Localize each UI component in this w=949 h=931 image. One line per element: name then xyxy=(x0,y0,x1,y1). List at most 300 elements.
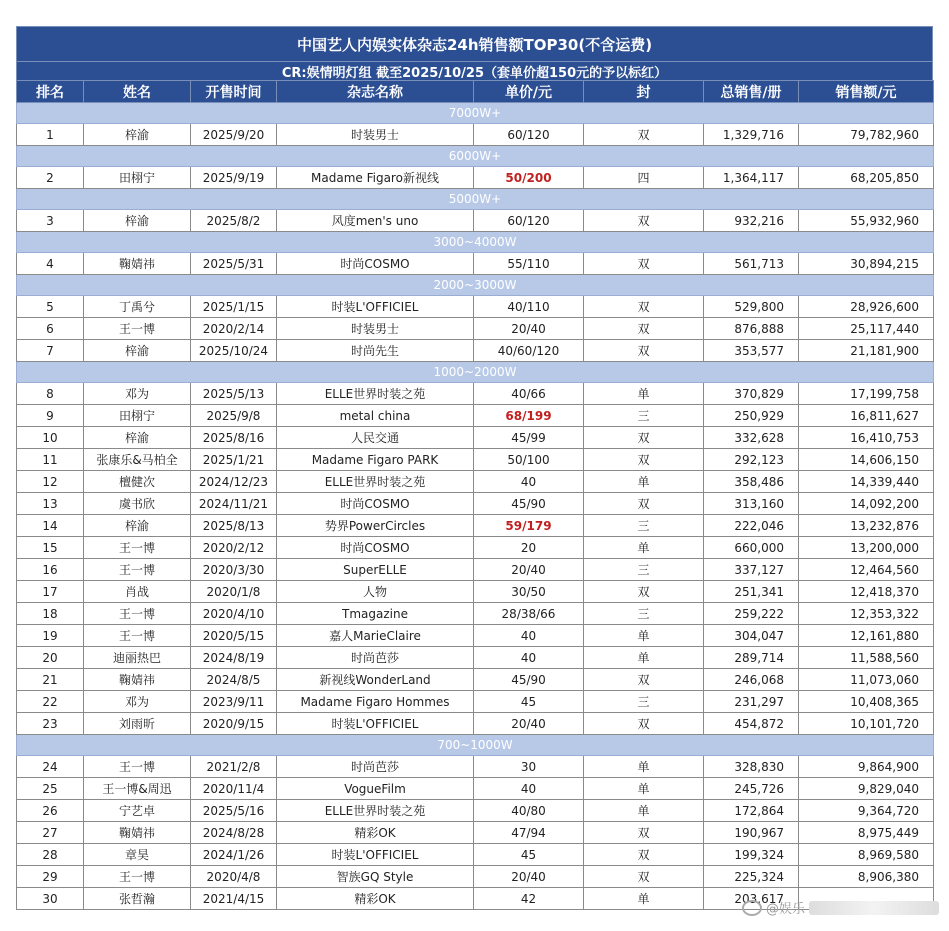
cell-date: 2025/8/13 xyxy=(191,515,277,537)
cell-rank: 4 xyxy=(17,253,84,275)
table-row xyxy=(17,866,934,888)
cell-magazine: ELLE世界时装之苑 xyxy=(277,800,474,822)
cell-revenue: 14,092,200 xyxy=(799,493,934,515)
cell-date: 2025/8/16 xyxy=(191,427,277,449)
cell-rank: 11 xyxy=(17,449,84,471)
cell-date: 2020/11/4 xyxy=(191,778,277,800)
cell-rank: 27 xyxy=(17,822,84,844)
cell-date: 2025/1/21 xyxy=(191,449,277,471)
sales-table xyxy=(16,80,934,910)
cell-copies: 932,216 xyxy=(704,210,799,232)
cell-date: 2024/11/21 xyxy=(191,493,277,515)
cell-rank: 29 xyxy=(17,866,84,888)
cell-rank: 1 xyxy=(17,124,84,146)
cell-revenue: 16,811,627 xyxy=(799,405,934,427)
table-row xyxy=(17,340,934,362)
table-row xyxy=(17,493,934,515)
cell-copies: 304,047 xyxy=(704,625,799,647)
cell-rank: 21 xyxy=(17,669,84,691)
cell-magazine: 时装男士 xyxy=(277,318,474,340)
table-row xyxy=(17,603,934,625)
cell-copies: 245,726 xyxy=(704,778,799,800)
cell-magazine: 精彩OK xyxy=(277,888,474,910)
cell-name: 虞书欣 xyxy=(84,493,191,515)
cell-name: 田栩宁 xyxy=(84,167,191,189)
cell-date: 2025/9/19 xyxy=(191,167,277,189)
cell-magazine: 精彩OK xyxy=(277,822,474,844)
table-row xyxy=(17,581,934,603)
cell-cover: 单 xyxy=(584,756,704,778)
cell-rank: 16 xyxy=(17,559,84,581)
cell-magazine: 时装L'OFFICIEL xyxy=(277,713,474,735)
cell-copies: 251,341 xyxy=(704,581,799,603)
cell-name: 丁禹兮 xyxy=(84,296,191,318)
cell-name: 王一博&周迅 xyxy=(84,778,191,800)
cell-date: 2020/4/10 xyxy=(191,603,277,625)
cell-price: 40 xyxy=(474,625,584,647)
cell-price: 45/90 xyxy=(474,669,584,691)
cell-cover: 单 xyxy=(584,625,704,647)
cell-copies: 246,068 xyxy=(704,669,799,691)
cell-date: 2021/2/8 xyxy=(191,756,277,778)
cell-name: 邓为 xyxy=(84,383,191,405)
cell-rank: 30 xyxy=(17,888,84,910)
cell-revenue: 12,418,370 xyxy=(799,581,934,603)
cell-cover: 双 xyxy=(584,713,704,735)
cell-name: 鞠婧祎 xyxy=(84,253,191,275)
table-row xyxy=(17,800,934,822)
cell-revenue: 8,969,580 xyxy=(799,844,934,866)
cell-name: 宁艺卓 xyxy=(84,800,191,822)
cell-price: 40 xyxy=(474,778,584,800)
cell-magazine: 势界PowerCircles xyxy=(277,515,474,537)
cell-rank: 20 xyxy=(17,647,84,669)
table-row xyxy=(17,625,934,647)
cell-name: 肖战 xyxy=(84,581,191,603)
table-row xyxy=(17,713,934,735)
cell-copies: 292,123 xyxy=(704,449,799,471)
cell-rank: 5 xyxy=(17,296,84,318)
header-row xyxy=(17,81,934,103)
cell-name: 田栩宁 xyxy=(84,405,191,427)
cell-name: 章昊 xyxy=(84,844,191,866)
cell-date: 2025/8/2 xyxy=(191,210,277,232)
cell-name: 王一博 xyxy=(84,603,191,625)
cell-magazine: VogueFilm xyxy=(277,778,474,800)
cell-magazine: 时尚COSMO xyxy=(277,253,474,275)
table-row xyxy=(17,296,934,318)
cell-price: 20/40 xyxy=(474,559,584,581)
cell-magazine: metal china xyxy=(277,405,474,427)
cell-revenue: 14,339,440 xyxy=(799,471,934,493)
cell-rank: 14 xyxy=(17,515,84,537)
cell-cover: 四 xyxy=(584,167,704,189)
cell-copies: 332,628 xyxy=(704,427,799,449)
cell-magazine: Madame Figaro新视线 xyxy=(277,167,474,189)
cell-cover: 三 xyxy=(584,515,704,537)
cell-magazine: 新视线WonderLand xyxy=(277,669,474,691)
table-row xyxy=(17,691,934,713)
section-label: 1000~2000W xyxy=(17,362,934,383)
cell-name: 王一博 xyxy=(84,625,191,647)
cell-copies: 561,713 xyxy=(704,253,799,275)
cell-magazine: 时尚芭莎 xyxy=(277,756,474,778)
cell-price: 30 xyxy=(474,756,584,778)
cell-price: 45 xyxy=(474,844,584,866)
cell-revenue: 11,588,560 xyxy=(799,647,934,669)
cell-rank: 7 xyxy=(17,340,84,362)
section-label: 700~1000W xyxy=(17,735,934,756)
cell-name: 张康乐&马柏全 xyxy=(84,449,191,471)
cell-price: 40/66 xyxy=(474,383,584,405)
table-row xyxy=(17,405,934,427)
cell-price: 28/38/66 xyxy=(474,603,584,625)
table-row xyxy=(17,124,934,146)
cell-date: 2025/10/24 xyxy=(191,340,277,362)
cell-cover: 双 xyxy=(584,669,704,691)
cell-name: 王一博 xyxy=(84,866,191,888)
cell-cover: 三 xyxy=(584,691,704,713)
cell-magazine: 人民交通 xyxy=(277,427,474,449)
cell-price: 45/99 xyxy=(474,427,584,449)
table-row xyxy=(17,427,934,449)
cell-price: 20/40 xyxy=(474,866,584,888)
cell-magazine: 时装男士 xyxy=(277,124,474,146)
cell-name: 梓渝 xyxy=(84,124,191,146)
cell-cover: 单 xyxy=(584,778,704,800)
table-row xyxy=(17,449,934,471)
header-date: 开售时间 xyxy=(191,81,277,103)
cell-copies: 337,127 xyxy=(704,559,799,581)
cell-cover: 双 xyxy=(584,318,704,340)
table-row xyxy=(17,318,934,340)
cell-rank: 22 xyxy=(17,691,84,713)
cell-copies: 313,160 xyxy=(704,493,799,515)
cell-date: 2025/5/13 xyxy=(191,383,277,405)
cell-revenue: 8,906,380 xyxy=(799,866,934,888)
cell-rank: 26 xyxy=(17,800,84,822)
cell-cover: 单 xyxy=(584,800,704,822)
cell-date: 2025/9/8 xyxy=(191,405,277,427)
cell-name: 王一博 xyxy=(84,559,191,581)
cell-price: 60/120 xyxy=(474,124,584,146)
cell-copies: 190,967 xyxy=(704,822,799,844)
cell-magazine: Madame Figaro Hommes xyxy=(277,691,474,713)
cell-rank: 13 xyxy=(17,493,84,515)
cell-name: 王一博 xyxy=(84,756,191,778)
cell-revenue: 9,864,900 xyxy=(799,756,934,778)
cell-rank: 2 xyxy=(17,167,84,189)
cell-cover: 单 xyxy=(584,537,704,559)
cell-magazine: 时尚COSMO xyxy=(277,537,474,559)
cell-price: 20 xyxy=(474,537,584,559)
cell-price: 42 xyxy=(474,888,584,910)
cell-revenue: 9,364,720 xyxy=(799,800,934,822)
cell-revenue: 21,181,900 xyxy=(799,340,934,362)
cell-copies: 529,800 xyxy=(704,296,799,318)
cell-date: 2024/8/5 xyxy=(191,669,277,691)
cell-rank: 24 xyxy=(17,756,84,778)
cell-cover: 三 xyxy=(584,559,704,581)
cell-name: 梓渝 xyxy=(84,515,191,537)
section-label: 3000~4000W xyxy=(17,232,934,253)
header-cover: 封 xyxy=(584,81,704,103)
table-row xyxy=(17,515,934,537)
cell-name: 刘雨昕 xyxy=(84,713,191,735)
header-price: 单价/元 xyxy=(474,81,584,103)
watermark-text: @娱乐 xyxy=(765,902,805,917)
table-body xyxy=(17,103,934,910)
cell-rank: 15 xyxy=(17,537,84,559)
cell-price: 60/120 xyxy=(474,210,584,232)
cell-copies: 222,046 xyxy=(704,515,799,537)
cell-copies: 199,324 xyxy=(704,844,799,866)
cell-price: 40/110 xyxy=(474,296,584,318)
cell-revenue: 17,199,758 xyxy=(799,383,934,405)
cell-cover: 双 xyxy=(584,124,704,146)
cell-rank: 12 xyxy=(17,471,84,493)
cell-price: 55/110 xyxy=(474,253,584,275)
cell-cover: 双 xyxy=(584,493,704,515)
cell-name: 梓渝 xyxy=(84,210,191,232)
cell-price: 50/200 xyxy=(474,167,584,189)
header-copies: 总销售/册 xyxy=(704,81,799,103)
cell-copies: 370,829 xyxy=(704,383,799,405)
table-row xyxy=(17,647,934,669)
table-row xyxy=(17,383,934,405)
cell-cover: 三 xyxy=(584,603,704,625)
weibo-icon xyxy=(742,900,762,916)
header-revenue: 销售额/元 xyxy=(799,81,934,103)
cell-magazine: 时尚COSMO xyxy=(277,493,474,515)
cell-price: 50/100 xyxy=(474,449,584,471)
section-row xyxy=(17,146,934,167)
cell-name: 鞠婧祎 xyxy=(84,822,191,844)
section-row xyxy=(17,189,934,210)
cell-date: 2025/5/16 xyxy=(191,800,277,822)
section-label: 6000W+ xyxy=(17,146,934,167)
cell-copies: 660,000 xyxy=(704,537,799,559)
section-label: 7000W+ xyxy=(17,103,934,124)
header-name: 姓名 xyxy=(84,81,191,103)
cell-magazine: 智族GQ Style xyxy=(277,866,474,888)
table-row xyxy=(17,778,934,800)
header-rank: 排名 xyxy=(17,81,84,103)
cell-name: 邓为 xyxy=(84,691,191,713)
cell-revenue: 8,975,449 xyxy=(799,822,934,844)
cell-price: 40/60/120 xyxy=(474,340,584,362)
cell-copies: 358,486 xyxy=(704,471,799,493)
cell-cover: 双 xyxy=(584,449,704,471)
cell-cover: 双 xyxy=(584,581,704,603)
cell-price: 20/40 xyxy=(474,318,584,340)
table-row xyxy=(17,253,934,275)
cell-copies: 250,929 xyxy=(704,405,799,427)
cell-rank: 28 xyxy=(17,844,84,866)
cell-copies: 203,617 xyxy=(704,888,799,910)
cell-revenue: 10,408,365 xyxy=(799,691,934,713)
cell-date: 2023/9/11 xyxy=(191,691,277,713)
cell-date: 2020/4/8 xyxy=(191,866,277,888)
cell-name: 梓渝 xyxy=(84,340,191,362)
cell-magazine: 时装L'OFFICIEL xyxy=(277,844,474,866)
cell-rank: 8 xyxy=(17,383,84,405)
cell-revenue: 12,353,322 xyxy=(799,603,934,625)
cell-cover: 双 xyxy=(584,427,704,449)
section-label: 5000W+ xyxy=(17,189,934,210)
cell-copies: 231,297 xyxy=(704,691,799,713)
sales-table-container xyxy=(16,26,933,910)
cell-date: 2020/3/30 xyxy=(191,559,277,581)
cell-cover: 单 xyxy=(584,888,704,910)
cell-name: 梓渝 xyxy=(84,427,191,449)
cell-copies: 1,364,117 xyxy=(704,167,799,189)
cell-rank: 19 xyxy=(17,625,84,647)
table-row xyxy=(17,210,934,232)
cell-magazine: Madame Figaro PARK xyxy=(277,449,474,471)
cell-revenue: 9,829,040 xyxy=(799,778,934,800)
cell-date: 2021/4/15 xyxy=(191,888,277,910)
cell-rank: 23 xyxy=(17,713,84,735)
table-subtitle: CR:娱情明灯组 截至2025/10/25（套单价超150元的予以标红） xyxy=(16,62,933,80)
cell-name: 张哲瀚 xyxy=(84,888,191,910)
section-label: 2000~3000W xyxy=(17,275,934,296)
cell-name: 王一博 xyxy=(84,318,191,340)
cell-price: 40 xyxy=(474,647,584,669)
cell-date: 2024/1/26 xyxy=(191,844,277,866)
cell-copies: 454,872 xyxy=(704,713,799,735)
cell-revenue: 79,782,960 xyxy=(799,124,934,146)
cell-revenue: 12,464,560 xyxy=(799,559,934,581)
table-row xyxy=(17,756,934,778)
cell-magazine: Tmagazine xyxy=(277,603,474,625)
cell-name: 王一博 xyxy=(84,537,191,559)
section-row xyxy=(17,362,934,383)
cell-rank: 3 xyxy=(17,210,84,232)
cell-cover: 双 xyxy=(584,253,704,275)
cell-cover: 单 xyxy=(584,647,704,669)
cell-copies: 289,714 xyxy=(704,647,799,669)
cell-date: 2025/9/20 xyxy=(191,124,277,146)
cell-copies: 259,222 xyxy=(704,603,799,625)
cell-magazine: 时尚先生 xyxy=(277,340,474,362)
cell-cover: 双 xyxy=(584,296,704,318)
cell-revenue: 25,117,440 xyxy=(799,318,934,340)
cell-name: 迪丽热巴 xyxy=(84,647,191,669)
cell-revenue: 10,101,720 xyxy=(799,713,934,735)
blurred-username xyxy=(809,901,939,915)
cell-date: 2025/1/15 xyxy=(191,296,277,318)
cell-price: 47/94 xyxy=(474,822,584,844)
cell-cover: 三 xyxy=(584,405,704,427)
cell-cover: 单 xyxy=(584,383,704,405)
cell-copies: 172,864 xyxy=(704,800,799,822)
cell-price: 20/40 xyxy=(474,713,584,735)
cell-revenue: 16,410,753 xyxy=(799,427,934,449)
cell-date: 2020/5/15 xyxy=(191,625,277,647)
cell-revenue: 55,932,960 xyxy=(799,210,934,232)
cell-magazine: 人物 xyxy=(277,581,474,603)
table-row xyxy=(17,537,934,559)
cell-magazine: 时装L'OFFICIEL xyxy=(277,296,474,318)
cell-rank: 18 xyxy=(17,603,84,625)
cell-cover: 双 xyxy=(584,822,704,844)
cell-magazine: 时尚芭莎 xyxy=(277,647,474,669)
cell-revenue: 11,073,060 xyxy=(799,669,934,691)
section-row xyxy=(17,275,934,296)
cell-date: 2020/1/8 xyxy=(191,581,277,603)
header-magazine: 杂志名称 xyxy=(277,81,474,103)
cell-date: 2024/8/19 xyxy=(191,647,277,669)
cell-rank: 6 xyxy=(17,318,84,340)
cell-price: 45/90 xyxy=(474,493,584,515)
cell-cover: 双 xyxy=(584,210,704,232)
cell-revenue: 30,894,215 xyxy=(799,253,934,275)
cell-magazine: ELLE世界时装之苑 xyxy=(277,471,474,493)
cell-magazine: 风度men's uno xyxy=(277,210,474,232)
cell-revenue: 14,606,150 xyxy=(799,449,934,471)
watermark xyxy=(742,898,939,917)
cell-revenue: 13,232,876 xyxy=(799,515,934,537)
cell-revenue: 68,205,850 xyxy=(799,167,934,189)
cell-magazine: 嘉人MarieClaire xyxy=(277,625,474,647)
table-row xyxy=(17,167,934,189)
section-row xyxy=(17,103,934,124)
section-row xyxy=(17,735,934,756)
table-row xyxy=(17,822,934,844)
section-row xyxy=(17,232,934,253)
cell-date: 2024/12/23 xyxy=(191,471,277,493)
cell-rank: 17 xyxy=(17,581,84,603)
cell-price: 68/199 xyxy=(474,405,584,427)
cell-price: 59/179 xyxy=(474,515,584,537)
table-title: 中国艺人内娱实体杂志24h销售额TOP30(不含运费) xyxy=(16,26,933,62)
cell-rank: 25 xyxy=(17,778,84,800)
cell-copies: 876,888 xyxy=(704,318,799,340)
cell-rank: 10 xyxy=(17,427,84,449)
cell-name: 鞠婧祎 xyxy=(84,669,191,691)
cell-cover: 单 xyxy=(584,471,704,493)
cell-rank: 9 xyxy=(17,405,84,427)
cell-revenue: 13,200,000 xyxy=(799,537,934,559)
cell-cover: 双 xyxy=(584,866,704,888)
cell-date: 2025/5/31 xyxy=(191,253,277,275)
cell-name: 檀健次 xyxy=(84,471,191,493)
cell-date: 2020/9/15 xyxy=(191,713,277,735)
table-row xyxy=(17,471,934,493)
cell-magazine: ELLE世界时装之苑 xyxy=(277,383,474,405)
table-row xyxy=(17,669,934,691)
cell-copies: 328,830 xyxy=(704,756,799,778)
cell-copies: 353,577 xyxy=(704,340,799,362)
table-row xyxy=(17,844,934,866)
cell-cover: 双 xyxy=(584,844,704,866)
cell-copies: 225,324 xyxy=(704,866,799,888)
cell-date: 2024/8/28 xyxy=(191,822,277,844)
cell-date: 2020/2/14 xyxy=(191,318,277,340)
cell-date: 2020/2/12 xyxy=(191,537,277,559)
cell-price: 30/50 xyxy=(474,581,584,603)
cell-cover: 双 xyxy=(584,340,704,362)
cell-magazine: SuperELLE xyxy=(277,559,474,581)
cell-revenue: 12,161,880 xyxy=(799,625,934,647)
cell-price: 40 xyxy=(474,471,584,493)
cell-price: 45 xyxy=(474,691,584,713)
cell-revenue: 28,926,600 xyxy=(799,296,934,318)
cell-price: 40/80 xyxy=(474,800,584,822)
cell-copies: 1,329,716 xyxy=(704,124,799,146)
table-row xyxy=(17,559,934,581)
